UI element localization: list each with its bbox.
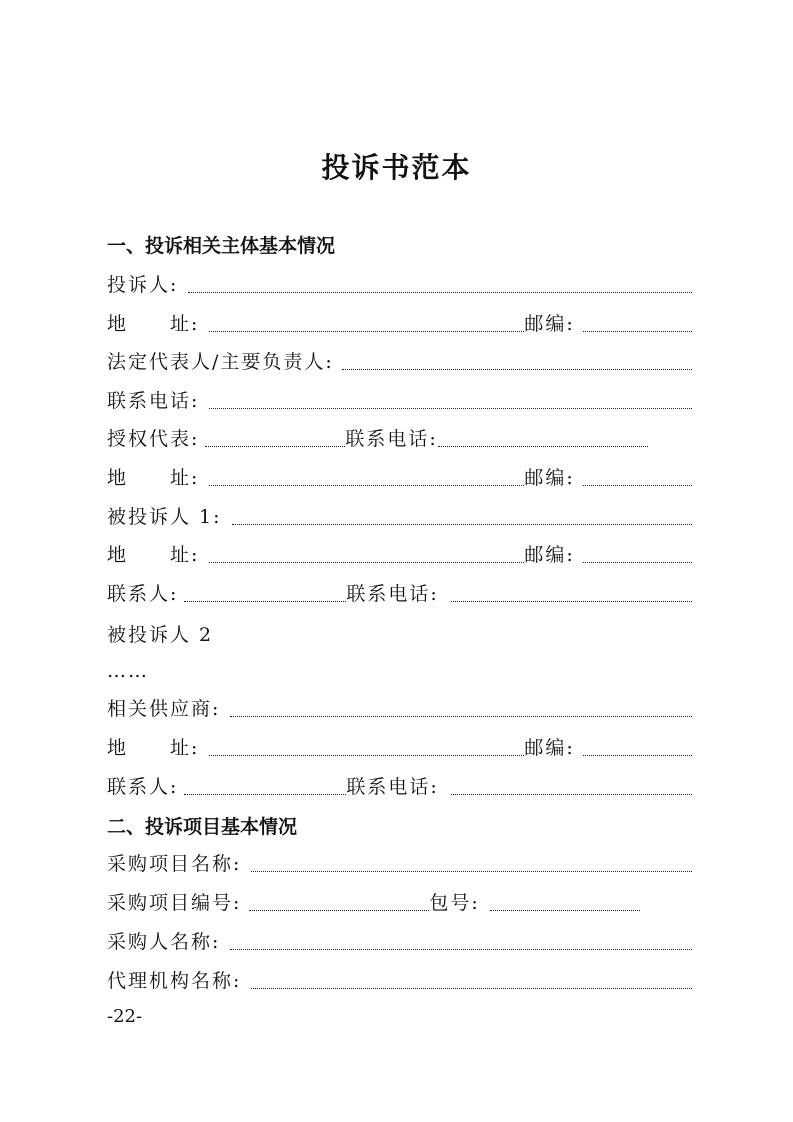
purchaser-label: 采购人名称: [107,931,221,953]
supplier-label: 相关供应商: [107,698,221,720]
complainant-phone-field[interactable] [209,388,692,409]
rep-postcode-field[interactable] [583,465,692,486]
authorized-rep-label: 授权代表: [107,428,200,450]
contact-label: 联系人: [107,776,179,798]
package-no-label: 包号: [429,892,480,914]
project-no-label: 采购项目编号: [107,892,242,914]
supplier-phone-field[interactable] [451,774,692,795]
complainant-address-row [107,309,692,337]
contact-label: 联系人: [107,583,179,605]
complainant-row [107,270,692,298]
phone-label: 联系电话: [107,390,200,412]
agency-row [107,966,692,994]
ellipsis-text: …… [107,660,149,682]
legal-rep-label: 法定代表人/主要负责人: [107,351,334,373]
legal-rep-field[interactable] [342,349,692,370]
agency-label: 代理机构名称: [107,970,242,992]
supplier-contact-field[interactable] [184,774,346,795]
authorized-rep-phone-label: 联系电话: [345,428,438,450]
complainant-field[interactable] [188,272,692,293]
project-name-label: 采购项目名称: [107,853,242,875]
postcode-label: 邮编: [524,737,575,759]
project-name-field[interactable] [251,851,692,872]
respondent1-address-row [107,540,692,568]
respondent1-contact-field[interactable] [184,581,346,602]
rep-address-field[interactable] [209,465,524,486]
respondent1-row [107,502,692,530]
supplier-phone-label: 联系电话: [346,776,439,798]
section-heading-2: 二、投诉项目基本情况 [107,816,298,838]
postcode-label: 邮编: [524,467,575,489]
respondent1-postcode-field[interactable] [583,542,692,563]
purchaser-field[interactable] [230,929,692,950]
authorized-rep-phone-field[interactable] [438,426,648,447]
project-no-field[interactable] [249,890,429,911]
project-no-row [107,888,692,916]
authorized-rep-field[interactable] [205,426,345,447]
supplier-contact-row [107,772,692,800]
address-label: 地 址: [107,737,200,759]
supplier-field[interactable] [230,696,692,717]
postcode-label: 邮编: [524,313,575,335]
respondent1-phone-field[interactable] [451,581,692,602]
supplier-postcode-field[interactable] [583,735,692,756]
supplier-address-field[interactable] [209,735,524,756]
respondent1-contact-row [107,579,692,607]
complainant-phone-row [107,386,692,414]
supplier-address-row [107,733,692,761]
authorized-rep-row [107,424,692,452]
address-label: 地 址: [107,313,200,335]
page-number: -22- [107,1006,143,1027]
project-name-row [107,849,692,877]
document-title: 投诉书范本 [321,151,472,184]
package-no-field[interactable] [490,890,640,911]
complainant-address-field[interactable] [209,311,524,332]
section-heading-1: 一、投诉相关主体基本情况 [107,235,336,257]
rep-address-row [107,463,692,491]
respondent1-address-field[interactable] [209,542,524,563]
respondent1-label: 被投诉人 1: [107,506,222,528]
respondent1-phone-label: 联系电话: [346,583,439,605]
complainant-label: 投诉人: [107,274,179,296]
postcode-label: 邮编: [524,544,575,566]
address-label: 地 址: [107,544,200,566]
supplier-row [107,694,692,722]
legal-rep-row [107,347,692,375]
complainant-postcode-field[interactable] [583,311,692,332]
purchaser-row [107,927,692,955]
agency-field[interactable] [251,968,692,989]
respondent1-field[interactable] [232,504,692,525]
address-label: 地 址: [107,467,200,489]
respondent2-label: 被投诉人 2 [107,624,214,646]
